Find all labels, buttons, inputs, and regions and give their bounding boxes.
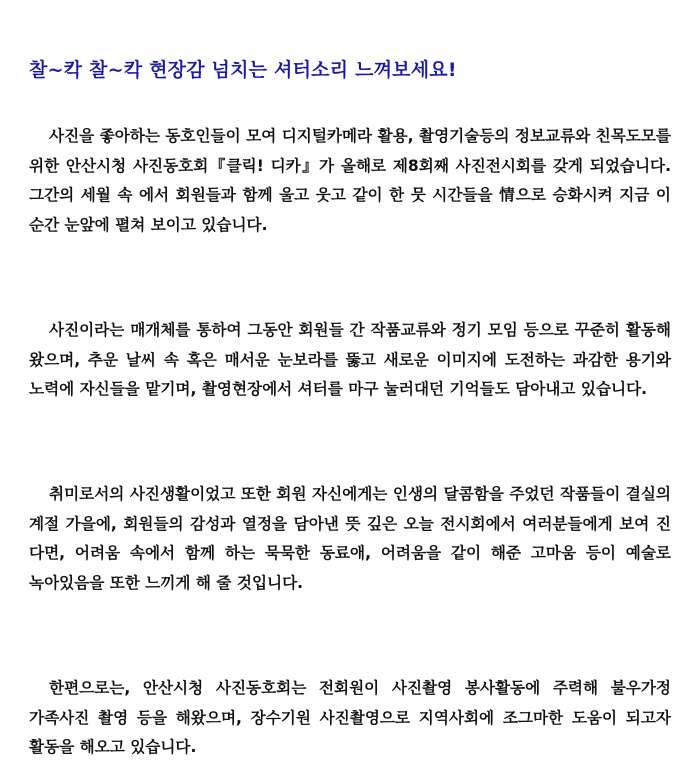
paragraph-1: 사진을 좋아하는 동호인들이 모여 디지털카메라 활용, 촬영기술등의 정보교류와 친목도모를 위한 안산시청 사진동호회『클릭! 디카』가 올해로 제8회째 사진전시회를 갖게 되었습니다. 그간의 세월 속 에서 회원들과 함께 울고 웃고 같이 한 뭇 시간들을 情으로 승화시켜 지금 이 순간 눈앞에 펼쳐 보이고 있습니다.: [29, 127, 671, 234]
paragraph-4: 한편으로는, 안산시청 사진동호회는 전회원이 사진촬영 봉사활동에 주력해 불우가정 가족사진 촬영 등을 해왔으며, 장수기원 사진촬영으로 지역사회에 조그마한 도움이 되고자 활동을 해오고 있습니다.: [29, 679, 671, 756]
headline: 찰~칵 찰~칵 현장감 넘치는 셔터소리 느껴보세요!: [29, 59, 457, 81]
paragraph-2: 사진이라는 매개체를 통하여 그동안 회원들 간 작품교류와 정기 모임 등으로 꾸준히 활동해 왔으며, 추운 날씨 속 혹은 매서운 눈보라를 뚫고 새로운 이미지에 도전하는 과감한 용기와 노력에 자신들을 맡기며, 촬영현장에서 셔터를 마구 눌러대던 기억들도 담아내고 있습니다.: [29, 321, 671, 398]
paragraph-3: 취미로서의 사진생활이었고 또한 회원 자신에게는 인생의 달콤함을 주었던 작품들이 결실의 계절 가을에, 회원들의 감성과 열정을 담아낸 뜻 깊은 오늘 전시회에서 여러분들에게 보여 진 다면, 어려움 속에서 함께 하는 묵묵한 동료애, 어려움을 같이 해준 고마움 등이 예술로 녹아있음을 또한 느끼게 해 줄 것입니다.: [29, 485, 671, 592]
